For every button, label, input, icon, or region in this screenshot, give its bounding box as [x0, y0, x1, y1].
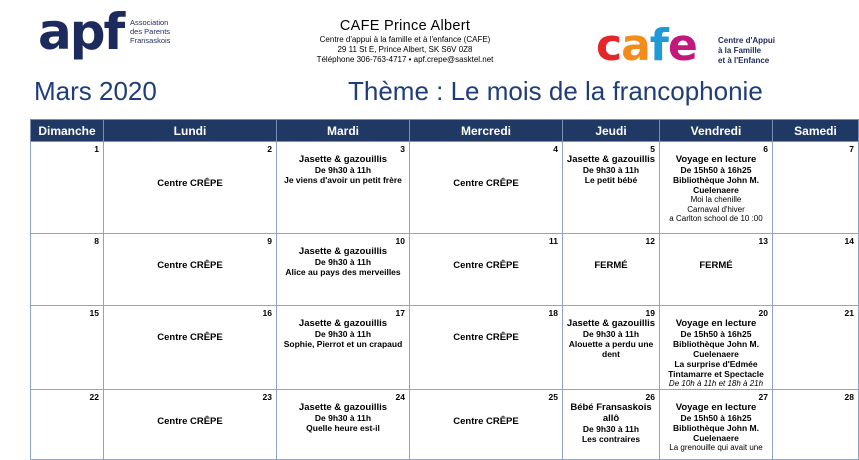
calendar-day-cell: [104, 390, 277, 460]
event-line: De 9h30 à 11h: [314, 165, 372, 175]
day-number: 5: [650, 144, 655, 154]
event-line: Centre CRÊPE: [157, 260, 223, 271]
day-number: 9: [267, 236, 272, 246]
day-number: 14: [844, 236, 854, 246]
apf-logo: [38, 3, 238, 66]
event-line: Jasette & gazouillis: [298, 318, 388, 329]
event-line: Jasette & gazouillis: [298, 402, 388, 413]
day-number: 24: [395, 392, 405, 402]
day-events: [660, 390, 772, 453]
day-number: 16: [262, 308, 272, 318]
event-line: Centre CRÊPE: [453, 260, 519, 271]
calendar-grid: [30, 119, 859, 460]
weekday-saturday: Samedi: [773, 120, 859, 142]
calendar-day-cell: [773, 142, 859, 234]
calendar-day-cell: [277, 306, 410, 390]
day-events: [104, 234, 276, 271]
event-line: De 9h30 à 11h: [314, 257, 372, 267]
cafe-logo-letter: a: [621, 20, 650, 71]
day-events: [277, 142, 409, 185]
day-number: 15: [89, 308, 99, 318]
day-number: 26: [645, 392, 655, 402]
calendar-day-cell: [563, 306, 660, 390]
calendar-week-row: [31, 390, 859, 460]
event-line: Centre CRÊPE: [453, 416, 519, 427]
cafe-logo-wordmark: [596, 22, 697, 70]
weekday-tuesday: Mardi: [277, 120, 410, 142]
org-title: CAFE Prince Albert: [339, 18, 471, 34]
event-line: Bibliothèque John M. Cuelenaere: [673, 175, 759, 195]
event-line: La surprise d'Edmée: [674, 359, 758, 369]
event-line: De 9h30 à 11h: [314, 413, 372, 423]
day-number: 22: [89, 392, 99, 402]
calendar-day-cell: [563, 390, 660, 460]
day-events: [660, 234, 772, 271]
day-events: [410, 390, 562, 427]
event-line: Alice au pays des merveilles: [285, 267, 401, 277]
month-title: Mars 2020: [34, 76, 157, 106]
day-number: 17: [395, 308, 405, 318]
cafe-logo-letter: f: [649, 20, 668, 71]
calendar-day-cell: [660, 306, 773, 390]
day-number: 10: [395, 236, 405, 246]
weekday-monday: Lundi: [104, 120, 277, 142]
calendar-day-cell: [660, 234, 773, 306]
day-events: [277, 306, 409, 349]
calendar-day-cell: [773, 390, 859, 460]
calendar-day-cell: [277, 142, 410, 234]
weekday-thursday: Jeudi: [563, 120, 660, 142]
day-events: [104, 390, 276, 427]
day-number: 20: [758, 308, 768, 318]
calendar-day-cell: [104, 142, 277, 234]
org-subtitle: Centre d'appui à la famille et à l'enfance (CAFE): [319, 35, 491, 44]
event-line: Jasette & gazouillis: [298, 154, 388, 165]
day-number: 7: [849, 144, 854, 154]
event-line: Les contraires: [581, 434, 641, 444]
calendar-day-cell: [563, 142, 660, 234]
day-number: 6: [763, 144, 768, 154]
event-line: a Carlton school de 10 :00: [669, 214, 763, 223]
event-line: Voyage en lecture: [675, 402, 757, 413]
calendar-day-cell: [410, 234, 563, 306]
org-contact: Téléphone 306-763-4717 • apf.crepe@sasktel.net: [316, 55, 494, 64]
event-line: De 9h30 à 11h: [314, 329, 372, 339]
day-events: [104, 306, 276, 343]
event-line: FERMÉ: [594, 260, 628, 271]
day-number: 23: [262, 392, 272, 402]
event-line: De 15h50 à 16h25: [680, 413, 752, 423]
event-line: Centre CRÊPE: [157, 178, 223, 189]
day-number: 27: [758, 392, 768, 402]
calendar-day-cell: [410, 306, 563, 390]
day-number: 1: [94, 144, 99, 154]
calendar-day-cell: [31, 234, 104, 306]
calendar-week-row: [31, 142, 859, 234]
weekday-wednesday: Mercredi: [410, 120, 563, 142]
day-number: 12: [645, 236, 655, 246]
event-line: De 9h30 à 11h: [582, 165, 640, 175]
event-line: Je viens d'avoir un petit frère: [284, 175, 402, 185]
day-number: 18: [548, 308, 558, 318]
apf-logo-wordmark: apf: [38, 3, 124, 61]
event-line: De 10h à 11h et 18h à 21h: [668, 379, 764, 388]
day-number: 25: [548, 392, 558, 402]
weekday-friday: Vendredi: [660, 120, 773, 142]
calendar-day-cell: [660, 142, 773, 234]
day-events: [277, 390, 409, 433]
event-line: Carnaval d'hiver: [687, 204, 745, 214]
calendar-day-cell: [31, 306, 104, 390]
day-events: [410, 306, 562, 343]
day-events: [410, 142, 562, 189]
day-events: [410, 234, 562, 271]
day-number: 8: [94, 236, 99, 246]
event-line: Voyage en lecture: [675, 318, 757, 329]
org-address: 29 11 St E, Prince Albert, SK S6V 0Z8: [337, 45, 473, 54]
event-line: Jasette & gazouillis: [298, 246, 388, 257]
event-line: Bébé Fransaskois allô: [570, 402, 652, 424]
weekday-sunday: Dimanche: [31, 120, 104, 142]
event-line: Centre CRÊPE: [453, 178, 519, 189]
day-events: [660, 306, 772, 389]
event-line: Bibliothèque John M. Cuelenaere: [673, 339, 759, 359]
event-line: De 9h30 à 11h: [582, 424, 640, 434]
cafe-logo-letter: e: [667, 20, 697, 71]
day-events: [563, 142, 659, 185]
day-number: 19: [645, 308, 655, 318]
calendar-day-cell: [660, 390, 773, 460]
event-line: Centre CRÊPE: [157, 416, 223, 427]
calendar-day-cell: [563, 234, 660, 306]
cafe-logo: [596, 22, 800, 78]
day-events: [104, 142, 276, 189]
calendar-day-cell: [104, 306, 277, 390]
day-number: 11: [549, 236, 558, 246]
day-number: 21: [844, 308, 854, 318]
event-line: Sophie, Pierrot et un crapaud: [283, 339, 403, 349]
event-line: FERMÉ: [699, 260, 733, 271]
day-events: [660, 142, 772, 224]
calendar-day-cell: [277, 390, 410, 460]
day-events: [277, 234, 409, 277]
day-number: 3: [400, 144, 405, 154]
calendar-week-row: [31, 306, 859, 390]
day-number: 4: [553, 144, 558, 154]
theme-title: Thème : Le mois de la francophonie: [348, 76, 763, 106]
calendar-day-cell: [773, 306, 859, 390]
event-line: Jasette & gazouillis: [566, 318, 656, 329]
calendar-day-cell: [410, 142, 563, 234]
calendar-day-cell: [277, 234, 410, 306]
event-line: Centre CRÊPE: [157, 332, 223, 343]
event-line: Voyage en lecture: [675, 154, 757, 165]
event-line: Quelle heure est-il: [306, 423, 380, 433]
day-number: 2: [267, 144, 272, 154]
weekday-header-row: [31, 120, 859, 142]
calendar-day-cell: [410, 390, 563, 460]
day-number: 13: [758, 236, 768, 246]
event-line: De 15h50 à 16h25: [680, 329, 752, 339]
event-line: Le petit bébé: [584, 175, 638, 185]
event-line: Centre CRÊPE: [453, 332, 519, 343]
calendar-day-cell: [104, 234, 277, 306]
event-line: Tintamarre et Spectacle: [668, 369, 764, 379]
organization-header: [260, 18, 550, 65]
event-line: Jasette & gazouillis: [566, 154, 656, 165]
event-line: De 15h50 à 16h25: [680, 165, 752, 175]
apf-logo-text: Association des Parents Fransaskois: [130, 18, 171, 45]
cafe-logo-letter: c: [596, 20, 622, 71]
event-line: Alouette a perdu une dent: [568, 339, 654, 359]
calendar-day-cell: [31, 142, 104, 234]
event-line: Bibliothèque John M. Cuelenaere: [673, 423, 759, 443]
event-line: La grenouille qui avait une: [669, 443, 763, 452]
cafe-logo-text: Centre d'Appui à la Famille et à l'Enfance: [718, 36, 776, 65]
calendar-week-row: [31, 234, 859, 306]
event-line: De 9h30 à 11h: [582, 329, 640, 339]
day-number: 28: [844, 392, 854, 402]
event-line: Moi la chenille: [690, 195, 742, 204]
calendar-day-cell: [31, 390, 104, 460]
calendar-day-cell: [773, 234, 859, 306]
